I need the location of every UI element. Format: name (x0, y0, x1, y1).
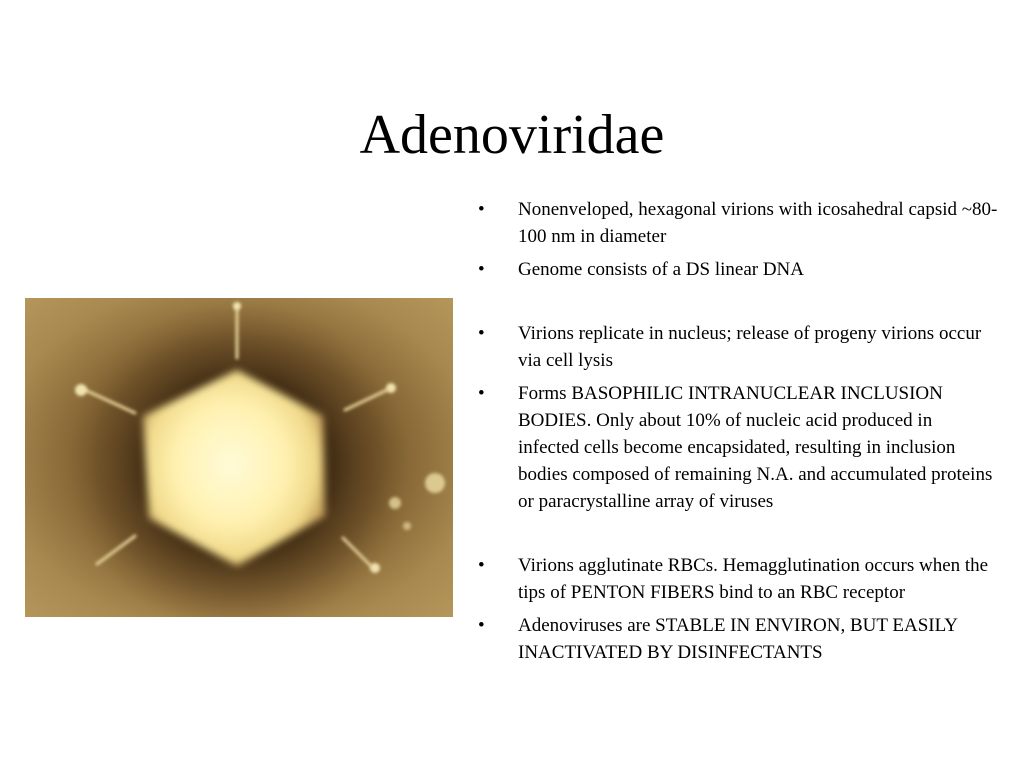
bullet-glyph: • (478, 199, 485, 220)
bullet-text: Adenoviruses are STABLE IN ENVIRON, BUT EASILY INACTIVATED BY DISINFECTANTS (518, 615, 958, 663)
bullet-text: Forms BASOPHILIC INTRANUCLEAR INCLUSION BODIES. Only about 10% of nucleic acid produced in infected cells become encapsidated, resulting in inclusion bodies composed of remaining N.A. and accumulated proteins or paracrystalline array of viruses (518, 383, 993, 512)
bullet-glyph: • (478, 383, 485, 404)
bullet-list (478, 196, 998, 666)
bullet-glyph: • (478, 615, 485, 636)
bullet-glyph: • (478, 259, 485, 280)
bullet-text: Nonenveloped, hexagonal virions with icosahedral capsid ~80-100 nm in diameter (518, 199, 998, 247)
bullet-text: Virions replicate in nucleus; release of progeny virions occur via cell lysis (518, 323, 982, 371)
bullet-text: Virions agglutinate RBCs. Hemagglutination occurs when the tips of PENTON FIBERS bind to an RBC receptor (518, 555, 989, 603)
slide-title: Adenoviridae (359, 104, 665, 166)
bullet-glyph: • (478, 555, 485, 576)
adenovirus-micrograph (25, 298, 453, 617)
bullet-item (478, 380, 998, 515)
bullet-item (478, 196, 998, 250)
bullet-item (478, 256, 998, 283)
bullet-text: Genome consists of a DS linear DNA (518, 259, 805, 280)
bullet-item (478, 612, 998, 666)
bullet-item (478, 320, 998, 374)
bullet-glyph: • (478, 323, 485, 344)
bullet-item (478, 552, 998, 606)
